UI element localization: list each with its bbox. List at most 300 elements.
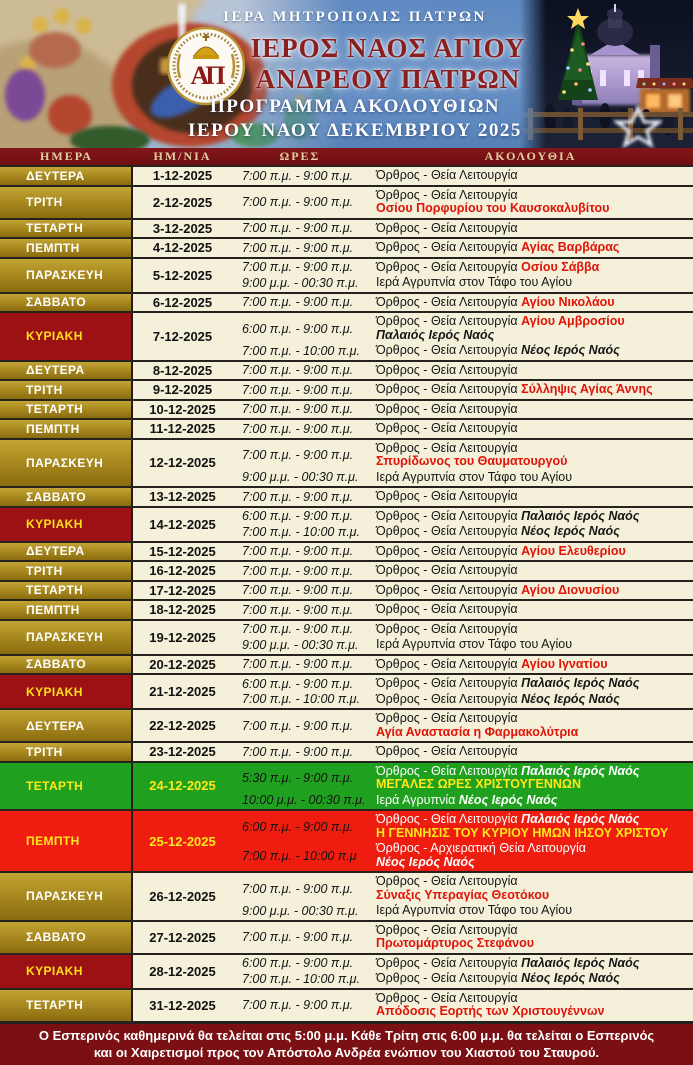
hours-cell: 7:00 π.μ. - 9:00 π.μ.: [242, 718, 354, 733]
service-cell: [368, 692, 693, 708]
table-row: [0, 165, 693, 185]
service-line: [376, 937, 689, 951]
day-cell: [0, 811, 133, 871]
service-text: Όρθρος - Αρχιερατική Θεία Λειτουργία: [376, 841, 587, 855]
day-cell: [0, 440, 133, 487]
date-cell: 13-12-2025: [149, 489, 216, 505]
service-text: Όρθρος - Θεία Λειτουργία: [376, 382, 522, 396]
service-line: [376, 813, 689, 827]
table-row: [0, 654, 693, 674]
service-text: Η ΓΕΝΝΗΣΙΣ ΤΟΥ ΚΥΡΙΟΥ ΗΜΩΝ ΙΗΣΟΥ ΧΡΙΣΤΟΥ: [376, 825, 669, 840]
service-slots: [232, 401, 693, 419]
hours-cell: 7:00 π.μ. - 9:00 π.μ.: [242, 363, 354, 378]
date-cell: 20-12-2025: [149, 656, 216, 672]
table-row: [0, 237, 693, 257]
service-text: Όρθρος - Θεία Λειτουργία: [376, 240, 522, 254]
time-slot: [232, 544, 693, 560]
service-slots: [232, 440, 693, 487]
service-line: [376, 202, 689, 216]
date-cell: 9-12-2025: [152, 382, 213, 398]
service-line: [376, 924, 689, 938]
hours-cell: 7:00 π.μ. - 9:00 π.μ.: [242, 622, 354, 637]
service-line: [376, 677, 689, 691]
date-cell: 12-12-2025: [149, 455, 216, 471]
table-row: [0, 486, 693, 506]
day-label: ΤΡΙΤΗ: [26, 563, 63, 578]
date-cell: 18-12-2025: [149, 602, 216, 618]
time-slot: [232, 971, 693, 987]
hours-cell: 7:00 π.μ. - 9:00 π.μ.: [242, 544, 354, 559]
service-line: [376, 315, 689, 329]
hours-cell: 7:00 π.μ. - 9:00 π.μ.: [242, 563, 354, 578]
service-text: Αγίου Νικολάου: [521, 294, 615, 309]
time-slot: [232, 764, 693, 793]
time-slot: [232, 168, 693, 184]
service-line: [376, 603, 689, 617]
day-cell: [0, 167, 133, 185]
service-slots: [232, 656, 693, 674]
day-label: ΤΡΙΤΗ: [26, 744, 63, 759]
service-slots: [232, 381, 693, 399]
day-cell: [0, 259, 133, 292]
service-text: Παλαιός Ιερός Ναός: [521, 763, 640, 778]
service-text: Νέος Ιερός Ναός: [458, 792, 558, 807]
service-text: Αγία Αναστασία η Φαρμακολύτρια: [376, 724, 579, 739]
service-cell: [368, 314, 693, 343]
table-row: [0, 741, 693, 761]
table-row: [0, 580, 693, 600]
service-text: Νέος Ιερός Ναός: [376, 854, 475, 869]
column-header-date: ΗΜ/ΝΙΑ: [153, 149, 212, 163]
day-cell: [0, 601, 133, 619]
day-label: ΤΕΤΑΡΤΗ: [26, 998, 84, 1012]
time-slot: [232, 923, 693, 952]
header-banner: [0, 0, 693, 148]
service-text: Σπυρίδωνος του Θαυματουργού: [376, 454, 568, 468]
service-text: Όρθρος - Θεία Λειτουργία: [376, 343, 522, 357]
service-cell: [368, 637, 693, 653]
service-slots: [232, 710, 693, 741]
service-line: [376, 364, 689, 378]
day-cell: [0, 187, 133, 218]
hours-cell: 7:00 π.μ. - 9:00 π.μ.: [242, 195, 354, 209]
service-cell: [368, 221, 693, 237]
time-slot: [232, 260, 693, 276]
day-cell: [0, 313, 133, 360]
service-slots: [232, 990, 693, 1021]
day-cell: [0, 508, 133, 541]
footer-line1: Ο Εσπερινός καθημερινά θα τελείται στις 5:00 μ.μ. Κάθε Τρίτη στις 6:00 μ.μ. θα τελείται ο Εσπερινός: [38, 1028, 655, 1043]
column-header-service: ΑΚΟΛΟΥΘΙΑ: [484, 149, 577, 163]
service-slots: [232, 621, 693, 654]
day-cell: [0, 543, 133, 561]
date-cell: 1-12-2025: [152, 168, 213, 184]
service-text: Όρθρος - Θεία Λειτουργία: [376, 563, 518, 577]
table-row: [0, 920, 693, 953]
service-text: Όρθρος - Θεία Λειτουργία: [376, 440, 518, 455]
service-cell: [368, 923, 693, 952]
service-cell: [368, 903, 693, 919]
hours-cell: 7:00 π.μ. - 9:00 π.μ.: [242, 602, 354, 617]
day-label: ΚΥΡΙΑΚΗ: [26, 684, 83, 699]
service-slots: [232, 601, 693, 619]
day-label: ΣΑΒΒΑΤΟ: [26, 930, 87, 944]
service-text: Παλαιός Ιερός Ναός: [376, 327, 495, 342]
service-text: Παλαιός Ιερός Ναός: [521, 508, 640, 523]
metropolis-title: ΙΕΡΑ ΜΗΤΡΟΠΟΛΙΣ ΠΑΤΡΩΝ: [223, 9, 487, 25]
hours-cell: 7:00 π.μ. - 10:00 π.μ.: [242, 343, 360, 358]
day-cell: [0, 873, 133, 920]
time-slot: [232, 188, 693, 217]
service-line: [376, 904, 689, 918]
time-slot: [232, 382, 693, 398]
time-slot: [232, 240, 693, 256]
service-cell: [368, 402, 693, 418]
time-slot: [232, 622, 693, 638]
service-cell: [368, 602, 693, 618]
service-text: Απόδοσις Εορτής των Χριστουγέννων: [376, 1004, 605, 1018]
table-row: [0, 988, 693, 1021]
hours-cell: 6:00 π.μ. - 9:00 π.μ.: [242, 509, 354, 524]
service-line: [376, 471, 689, 485]
service-slots: [232, 488, 693, 506]
service-line: [376, 794, 689, 808]
service-text: Όρθρος - Θεία Λειτουργία: [376, 955, 522, 970]
service-line: [376, 344, 689, 358]
service-text: ΜΕΓΑΛΕΣ ΩΡΕΣ ΧΡΙΣΤΟΥΓΕΝΝΩΝ: [376, 777, 581, 791]
service-text: Όρθρος - Θεία Λειτουργία: [376, 744, 518, 758]
service-cell: [368, 676, 693, 692]
hours-cell: 7:00 π.μ. - 9:00 π.μ.: [242, 382, 354, 397]
table-row: [0, 871, 693, 920]
service-text: Όρθρος - Θεία Λειτουργία: [376, 656, 522, 671]
parish-seal-logo: [166, 26, 246, 106]
service-cell: [368, 622, 693, 638]
service-text: Όρθρος - Θεία Λειτουργία: [376, 259, 522, 274]
service-cell: [368, 524, 693, 540]
day-label: ΣΑΒΒΑΤΟ: [26, 657, 87, 672]
service-text: Όρθρος - Θεία Λειτουργία: [376, 874, 518, 888]
day-label: ΤΕΤΑΡΤΗ: [26, 583, 84, 598]
hours-cell: 7:00 π.μ. - 10:00 π.μ: [242, 848, 357, 863]
service-line: [376, 490, 689, 504]
logo-monogram: ΑΠ: [190, 61, 222, 90]
table-row: [0, 257, 693, 292]
hours-cell: 7:00 π.μ. - 9:00 π.μ.: [242, 240, 354, 255]
service-line: [376, 765, 689, 779]
service-slots: [232, 294, 693, 312]
day-label: ΤΡΙΤΗ: [26, 195, 63, 209]
time-slot: [232, 711, 693, 740]
time-slot: [232, 343, 693, 359]
time-slot: [232, 421, 693, 437]
service-text: Όρθρος - Θεία Λειτουργία: [376, 314, 522, 328]
time-slot: [232, 295, 693, 311]
day-cell: [0, 743, 133, 761]
service-slots: [232, 955, 693, 988]
time-slot: [232, 275, 693, 291]
date-cell: 10-12-2025: [149, 401, 216, 417]
time-slot: [232, 956, 693, 972]
hours-cell: 7:00 π.μ. - 9:00 π.μ.: [242, 930, 354, 944]
hours-cell: 7:00 π.μ. - 9:00 π.μ.: [242, 168, 354, 183]
day-label: ΔΕΥΤΕΡΑ: [26, 363, 85, 378]
service-text: Όρθρος - Θεία Λειτουργία: [376, 187, 518, 202]
table-row: [0, 360, 693, 380]
time-slot: [232, 470, 693, 486]
service-slots: [232, 562, 693, 580]
day-label: ΤΡΙΤΗ: [26, 382, 63, 397]
date-cell: 24-12-2025: [149, 778, 216, 794]
day-label: ΚΥΡΙΑΚΗ: [26, 329, 83, 344]
hours-cell: 7:00 π.μ. - 10:00 π.μ.: [242, 692, 360, 707]
schedule-table-body: [0, 165, 693, 1021]
service-cell: [368, 956, 693, 972]
program-title-line2: ΙΕΡΟΥ ΝΑΟΥ ΔΕΚΕΜΒΡΙΟΥ 2025: [188, 120, 522, 141]
hours-cell: 6:00 π.μ. - 9:00 π.μ.: [242, 956, 354, 971]
service-cell: [368, 509, 693, 525]
service-text: Όρθρος - Θεία Λειτουργία: [376, 582, 522, 597]
service-text: Αγίου Αμβροσίου: [521, 314, 625, 328]
table-row: [0, 185, 693, 218]
service-text: Σύλληψις Αγίας Άννης: [521, 382, 653, 396]
service-text: Όρθρος - Θεία Λειτουργία: [376, 524, 522, 538]
hours-cell: 7:00 π.μ. - 9:00 π.μ.: [242, 583, 354, 598]
service-line: [376, 296, 689, 310]
day-cell: [0, 401, 133, 419]
service-line: [376, 623, 689, 637]
service-line: [376, 442, 689, 456]
service-slots: [232, 167, 693, 185]
service-line: [376, 658, 689, 672]
service-text: Ιερά Αγρυπνία στον Τάφο του Αγίου: [376, 637, 573, 651]
day-label: ΔΕΥΤΕΡΑ: [26, 544, 85, 559]
date-cell: 4-12-2025: [152, 240, 213, 256]
day-cell: [0, 362, 133, 380]
service-text: Όρθρος - Θεία Λειτουργία: [376, 294, 522, 309]
time-slot: [232, 441, 693, 470]
service-cell: [368, 711, 693, 740]
day-cell: [0, 621, 133, 654]
day-label: ΠΕΜΠΤΗ: [26, 421, 80, 436]
service-text: Όρθρος - Θεία Λειτουργία: [376, 691, 522, 706]
table-row: [0, 599, 693, 619]
day-cell: [0, 582, 133, 600]
time-slot: [232, 314, 693, 343]
service-cell: [368, 382, 693, 398]
date-cell: 17-12-2025: [149, 582, 216, 598]
service-line: [376, 564, 689, 578]
service-line: [376, 276, 689, 290]
hours-cell: 7:00 π.μ. - 10:00 π.μ.: [242, 524, 360, 539]
service-text: Όρθρος - Θεία Λειτουργία: [376, 220, 518, 235]
day-label: ΔΕΥΤΕΡΑ: [26, 718, 85, 733]
service-line: [376, 525, 689, 539]
date-cell: 3-12-2025: [152, 220, 213, 236]
service-cell: [368, 764, 693, 793]
service-cell: [368, 991, 693, 1020]
service-cell: [368, 275, 693, 291]
day-cell: [0, 922, 133, 953]
service-line: [376, 842, 689, 856]
service-text: Όρθρος - Θεία Λειτουργία: [376, 489, 518, 503]
table-row: [0, 619, 693, 654]
service-text: Όρθρος - Θεία Λειτουργία: [376, 168, 518, 182]
day-label: ΠΑΡΑΣΚΕΥΗ: [26, 455, 104, 470]
service-text: Νέος Ιερός Ναός: [521, 691, 620, 706]
table-row: [0, 560, 693, 580]
day-cell: [0, 294, 133, 312]
day-cell: [0, 488, 133, 506]
service-cell: [368, 363, 693, 379]
service-line: [376, 241, 689, 255]
day-label: ΚΥΡΙΑΚΗ: [26, 964, 83, 978]
hours-cell: 7:00 π.μ. - 9:00 π.μ.: [242, 881, 354, 896]
service-line: [376, 693, 689, 707]
service-cell: [368, 874, 693, 903]
service-text: Αγίας Βαρβάρας: [521, 240, 620, 254]
program-title-line1: ΠΡΟΓΡΑΜΜΑ ΑΚΟΛΟΥΘΙΩΝ: [209, 96, 501, 117]
time-slot: [232, 874, 693, 903]
date-cell: 14-12-2025: [149, 516, 216, 532]
service-line: [376, 169, 689, 183]
table-row: [0, 418, 693, 438]
time-slot: [232, 903, 693, 919]
hours-cell: 7:00 π.μ. - 9:00 π.μ.: [242, 295, 354, 310]
time-slot: [232, 524, 693, 540]
day-cell: [0, 656, 133, 674]
service-cell: [368, 971, 693, 987]
service-cell: [368, 744, 693, 760]
service-text: Νέος Ιερός Ναός: [521, 524, 620, 538]
service-text: Παλαιός Ιερός Ναός: [521, 955, 640, 970]
day-label: ΠΑΡΑΣΚΕΥΗ: [26, 630, 104, 644]
service-text: Πρωτομάρτυρος Στεφάνου: [376, 936, 535, 950]
day-cell: [0, 420, 133, 438]
footer-note: [0, 1021, 693, 1065]
day-label: ΠΑΡΑΣΚΕΥΗ: [26, 268, 104, 282]
time-slot: [232, 676, 693, 692]
service-text: Παλαιός Ιερός Ναός: [521, 812, 640, 826]
service-slots: [232, 239, 693, 257]
church-title-line1: ΙΕΡΟΣ ΝΑΟΣ ΑΓΙΟΥ: [250, 33, 526, 63]
service-slots: [232, 259, 693, 292]
service-line: [376, 329, 689, 343]
service-line: [376, 992, 689, 1006]
date-cell: 15-12-2025: [149, 543, 216, 559]
service-slots: [232, 763, 693, 810]
service-cell: [368, 470, 693, 486]
table-row: [0, 379, 693, 399]
time-slot: [232, 602, 693, 618]
service-text: Ιερά Αγρυπνία στον Τάφο του Αγίου: [376, 275, 573, 289]
service-line: [376, 261, 689, 275]
service-line: [376, 189, 689, 203]
schedule-table-header: [0, 148, 693, 165]
day-cell: [0, 381, 133, 399]
footer-line2: και οι Χαιρετισμοί προς τον Απόστολο Ανδρέα ενώπιον του Χιαστού του Σταυρού.: [93, 1045, 600, 1060]
service-cell: [368, 583, 693, 599]
table-row: [0, 541, 693, 561]
time-slot: [232, 841, 693, 870]
service-cell: [368, 657, 693, 673]
service-line: [376, 889, 689, 903]
service-text: Όρθρος - Θεία Λειτουργία: [376, 421, 518, 435]
day-label: ΠΕΜΠΤΗ: [26, 834, 80, 848]
date-cell: 21-12-2025: [149, 684, 216, 699]
hours-cell: 9:00 μ.μ. - 00:30 π.μ.: [242, 470, 359, 485]
date-cell: 22-12-2025: [149, 718, 216, 733]
date-cell: 6-12-2025: [152, 294, 213, 310]
service-text: Παλαιός Ιερός Ναός: [521, 676, 640, 690]
time-slot: [232, 583, 693, 599]
service-slots: [232, 508, 693, 541]
service-slots: [232, 922, 693, 953]
table-row: [0, 809, 693, 871]
hours-cell: 7:00 π.μ. - 10:00 π.μ.: [242, 971, 360, 986]
service-slots: [232, 220, 693, 238]
service-line: [376, 856, 689, 870]
hours-cell: 6:00 π.μ. - 9:00 π.μ.: [242, 321, 354, 336]
service-cell: [368, 793, 693, 809]
service-text: Αγίου Ιγνατίου: [521, 656, 608, 671]
hours-cell: 7:00 π.μ. - 9:00 π.μ.: [242, 221, 354, 236]
day-cell: [0, 955, 133, 988]
day-label: ΣΑΒΒΑΤΟ: [26, 489, 87, 504]
day-label: ΤΕΤΑΡΤΗ: [26, 778, 84, 793]
time-slot: [232, 363, 693, 379]
hours-cell: 7:00 π.μ. - 9:00 π.μ.: [242, 489, 354, 504]
table-row: [0, 311, 693, 360]
service-line: [376, 827, 689, 841]
service-cell: [368, 188, 693, 217]
column-header-hours: ΩΡΕΣ: [279, 149, 321, 163]
date-cell: 7-12-2025: [152, 328, 213, 344]
day-cell: [0, 220, 133, 238]
service-slots: [232, 675, 693, 708]
service-line: [376, 745, 689, 759]
service-slots: [232, 313, 693, 360]
service-cell: [368, 563, 693, 579]
date-cell: 23-12-2025: [149, 744, 216, 760]
service-text: Αγίου Διονυσίου: [521, 582, 620, 597]
service-cell: [368, 812, 693, 841]
day-label: ΤΕΤΑΡΤΗ: [26, 221, 84, 236]
time-slot: [232, 402, 693, 418]
table-row: [0, 708, 693, 741]
day-label: ΣΑΒΒΑΤΟ: [26, 295, 87, 310]
hours-cell: 7:00 π.μ. - 9:00 π.μ.: [242, 448, 354, 462]
time-slot: [232, 489, 693, 505]
service-text: Όρθρος - Θεία Λειτουργία: [376, 543, 522, 558]
service-text: Όρθρος - Θεία Λειτουργία: [376, 971, 522, 985]
service-slots: [232, 743, 693, 761]
service-cell: [368, 489, 693, 505]
service-cell: [368, 260, 693, 276]
service-text: Όρθρος - Θεία Λειτουργία: [376, 922, 518, 937]
day-cell: [0, 239, 133, 257]
hours-cell: 9:00 μ.μ. - 00:30 π.μ.: [242, 275, 359, 290]
date-cell: 11-12-2025: [149, 421, 216, 437]
service-text: Όρθρος - Θεία Λειτουργία: [376, 711, 518, 725]
service-text: Οσίου Πορφυρίου του Καυσοκαλυβίτου: [376, 201, 610, 215]
time-slot: [232, 991, 693, 1020]
hours-cell: 7:00 π.μ. - 9:00 π.μ.: [242, 402, 354, 417]
day-label: ΚΥΡΙΑΚΗ: [26, 517, 83, 531]
day-label: ΠΕΜΠΤΗ: [26, 602, 80, 617]
hours-cell: 7:00 π.μ. - 9:00 π.μ.: [242, 421, 354, 436]
hours-cell: 7:00 π.μ. - 9:00 π.μ.: [242, 744, 354, 759]
